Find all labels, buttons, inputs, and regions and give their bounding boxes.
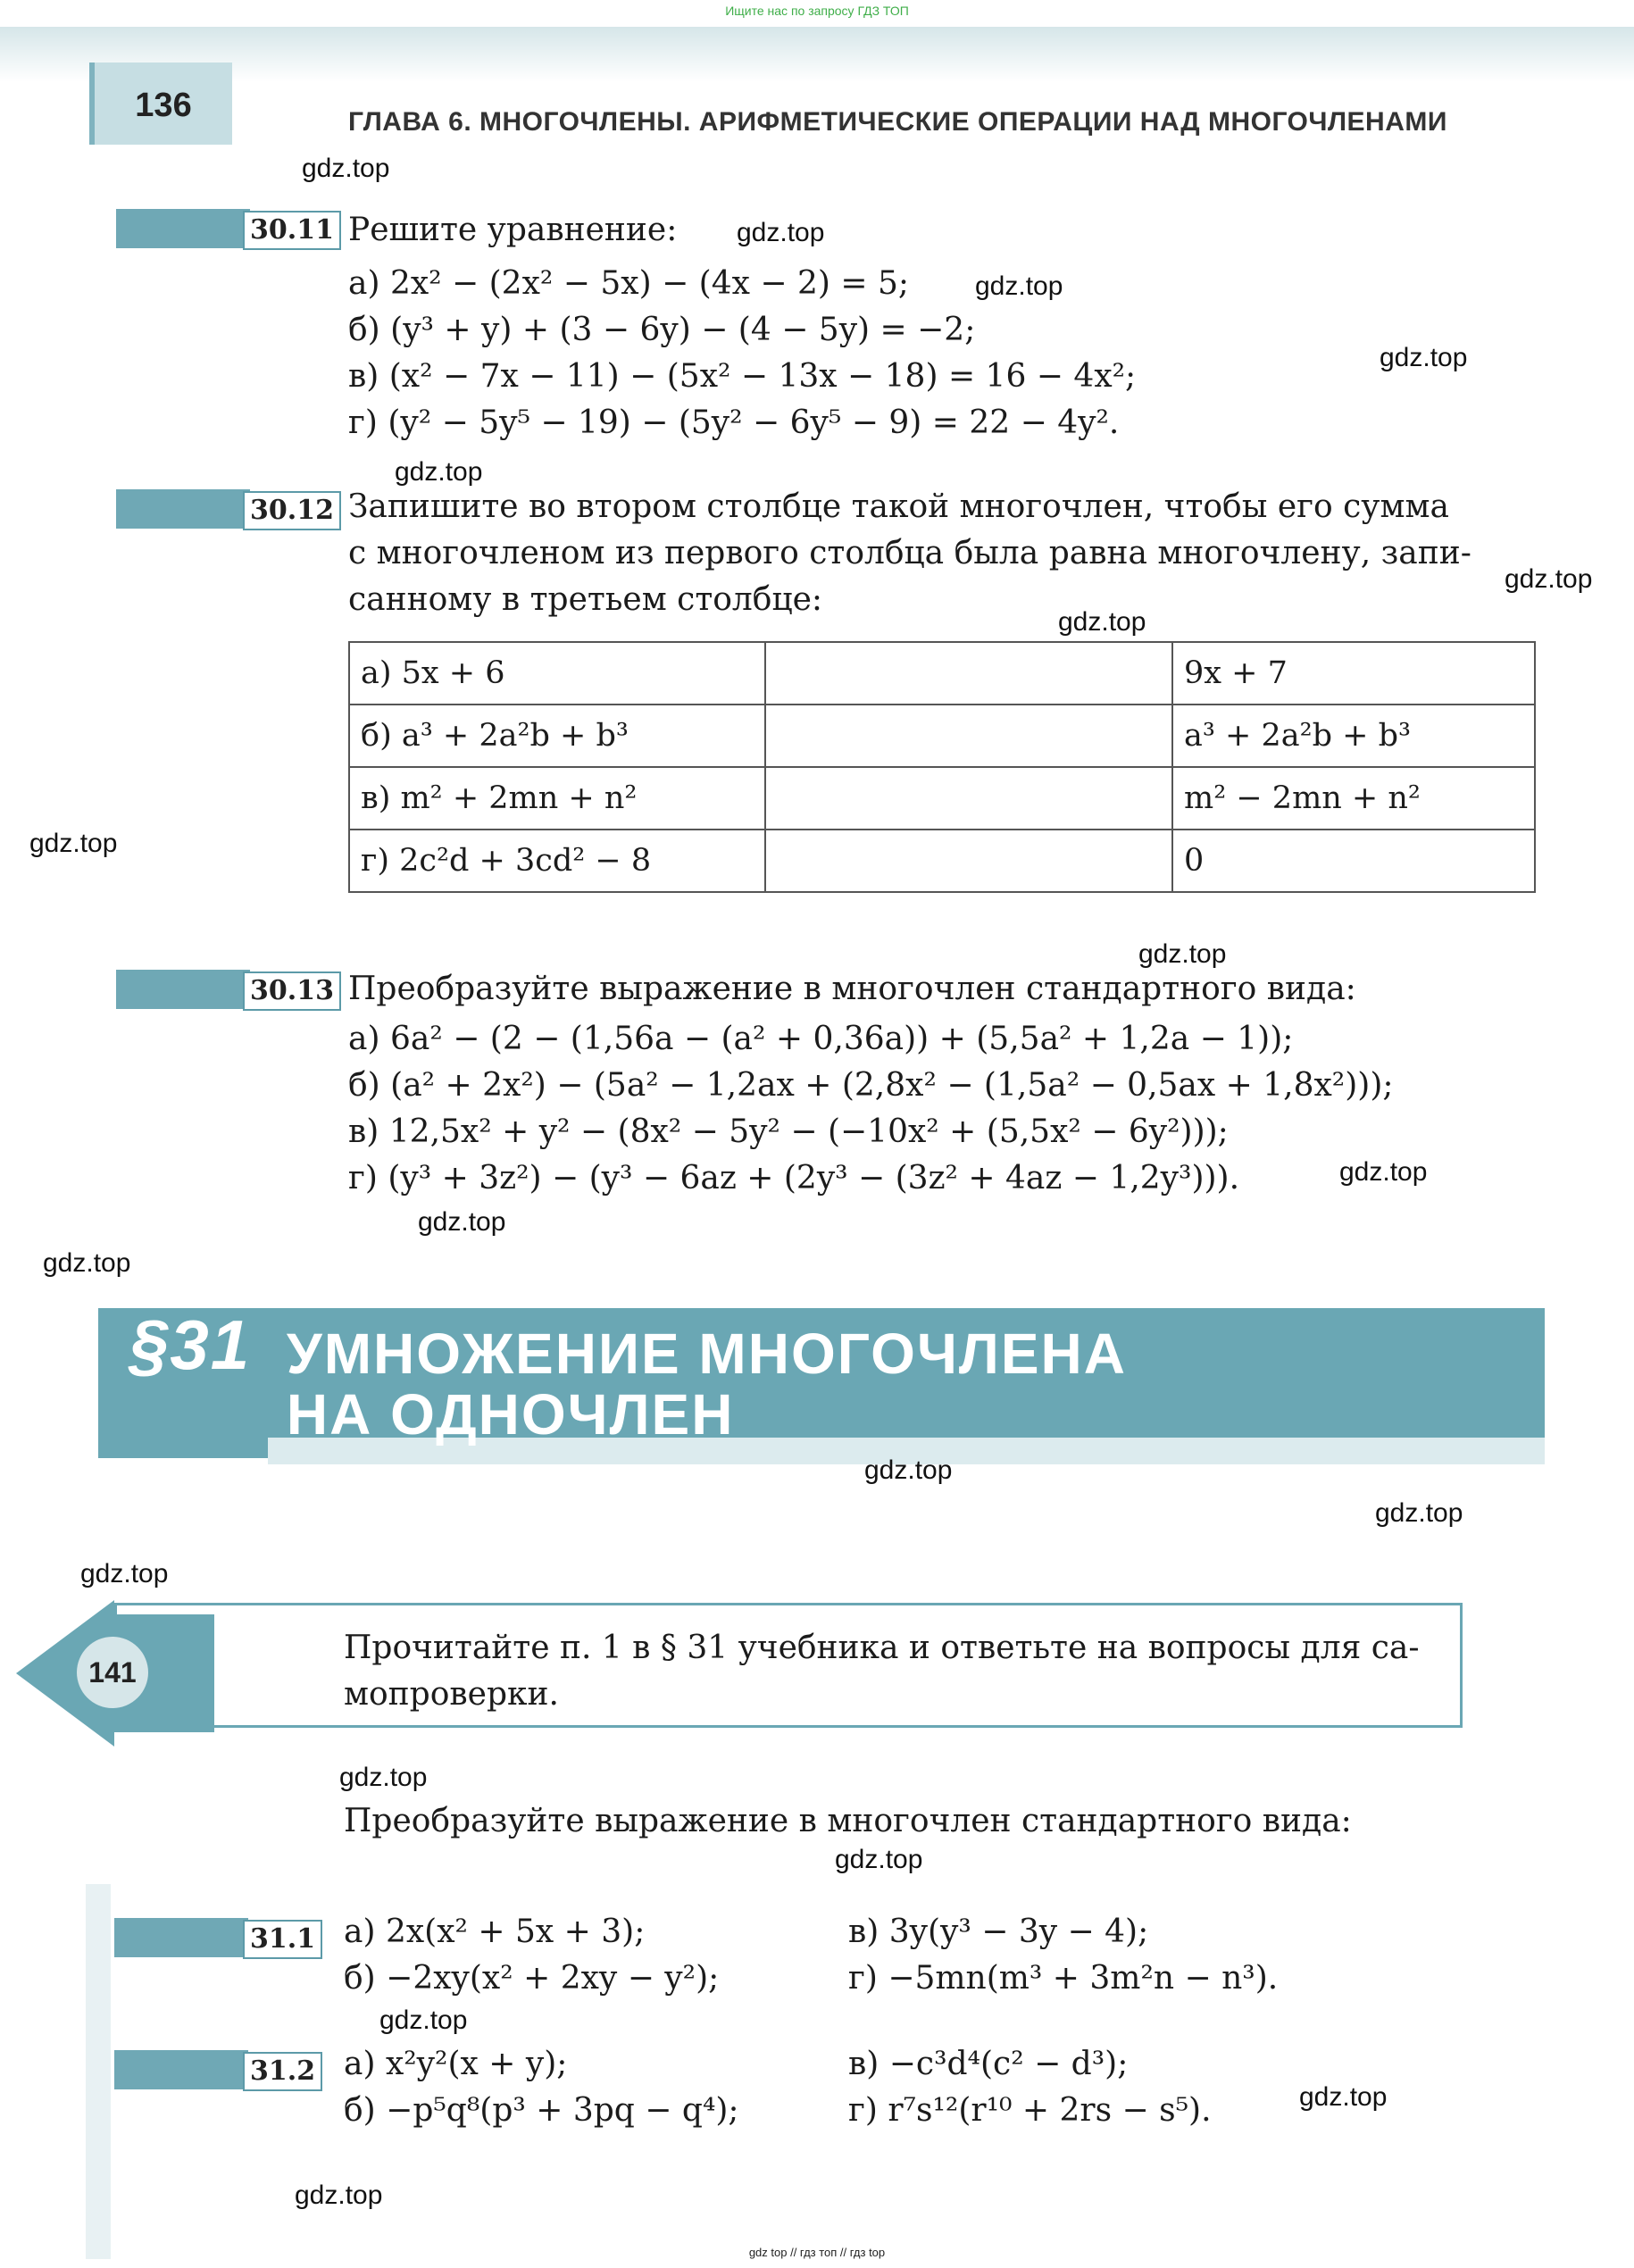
exercise-bar (114, 1918, 248, 1957)
margin-strip (86, 1884, 111, 2259)
table-cell: г) 2c²d + 3cd² − 8 (349, 830, 765, 892)
reference-text: мопроверки. (344, 1676, 559, 1713)
polynomial-table (348, 641, 1536, 893)
watermark: gdz.top (379, 2005, 468, 2035)
table-cell-blank (765, 705, 1172, 767)
watermark: gdz.top (1339, 1157, 1428, 1187)
watermark: gdz.top (864, 1455, 953, 1485)
exercise-item: в) −c³d⁴(c² − d³); (848, 2046, 1129, 2082)
table-row (349, 767, 1535, 830)
exercise-item: б) (a² + 2x²) − (5a² − 1,2ax + (2,8x² − (1,5a² − 0,5ax + 1,8x²))); (348, 1067, 1394, 1104)
table-cell-blank (765, 767, 1172, 830)
exercise-item: а) 2x² − (2x² − 5x) − (4x − 2) = 5; (348, 265, 910, 302)
intro-text: Преобразуйте выражение в многочлен стандартного вида: (344, 1803, 1352, 1839)
table-cell: 9x + 7 (1172, 642, 1535, 705)
exercise-task: Решите уравнение: (348, 212, 678, 248)
watermark: gdz.top (1058, 607, 1146, 637)
exercise-item: б) −p⁵q⁸(p³ + 3pq − q⁴); (344, 2092, 739, 2129)
watermark: gdz.top (737, 218, 825, 247)
watermark: gdz.top (80, 1559, 169, 1588)
header-band (0, 27, 1634, 82)
reference-number: 141 (77, 1637, 148, 1708)
watermark: gdz.top (1299, 2082, 1388, 2112)
watermark: gdz.top (1380, 343, 1468, 372)
table-cell: б) a³ + 2a²b + b³ (349, 705, 765, 767)
table-row (349, 830, 1535, 892)
watermark: gdz.top (1375, 1498, 1463, 1528)
watermark: gdz.top (1505, 564, 1593, 594)
exercise-item: в) (x² − 7x − 11) − (5x² − 13x − 18) = 16 − 4x²; (348, 358, 1137, 395)
table-cell-blank (765, 830, 1172, 892)
table-cell: 0 (1172, 830, 1535, 892)
watermark: gdz.top (339, 1763, 428, 1792)
watermark: gdz.top (835, 1845, 923, 1874)
watermark: gdz.top (1138, 939, 1227, 969)
exercise-bar (116, 489, 250, 529)
table-cell: a³ + 2a²b + b³ (1172, 705, 1535, 767)
chapter-title: ГЛАВА 6. МНОГОЧЛЕНЫ. АРИФМЕТИЧЕСКИЕ ОПЕРАЦИИ НАД МНОГОЧЛЕНАМИ (348, 107, 1447, 137)
section-title-line1: УМНОЖЕНИЕ МНОГОЧЛЕНА (286, 1322, 1127, 1386)
top-note: Ищите нас по запросу ГДЗ ТОП (725, 4, 909, 18)
watermark: gdz.top (395, 457, 483, 487)
watermark: gdz.top (43, 1248, 131, 1278)
exercise-bar (116, 970, 250, 1009)
table-row (349, 705, 1535, 767)
exercise-item: г) r⁷s¹²(r¹⁰ + 2rs − s⁵). (848, 2092, 1212, 2129)
watermark: gdz.top (418, 1207, 506, 1237)
page-number-tab (89, 63, 232, 145)
page-number: 136 (135, 87, 192, 124)
exercise-task: с многочленом из первого столбца была равна многочлену, запи- (348, 535, 1471, 571)
exercise-number: 31.1 (243, 1920, 322, 1959)
watermark: gdz.top (975, 271, 1063, 301)
exercise-item: б) −2xy(x² + 2xy − y²); (344, 1960, 720, 1997)
table-cell: m² − 2mn + n² (1172, 767, 1535, 830)
exercise-item: б) (y³ + y) + (3 − 6y) − (4 − 5y) = −2; (348, 312, 976, 348)
exercise-task: Запишите во втором столбце такой многочлен, чтобы его сумма (348, 488, 1449, 525)
exercise-item: г) −5mn(m³ + 3m²n − n³). (848, 1960, 1279, 1997)
reference-text: Прочитайте п. 1 в § 31 учебника и ответьте на вопросы для са- (344, 1630, 1420, 1666)
exercise-item: в) 12,5x² + y² − (8x² − 5y² − (−10x² + (5,5x² − 6y²))); (348, 1113, 1229, 1150)
table-cell: в) m² + 2mn + n² (349, 767, 765, 830)
exercise-item: г) (y³ + 3z²) − (y³ − 6az + (2y³ − (3z² + 4az − 1,2y³))). (348, 1160, 1240, 1197)
exercise-number: 30.12 (243, 491, 341, 530)
exercise-number: 31.2 (243, 2052, 322, 2091)
exercise-bar (116, 209, 250, 248)
section-sign: §31 (129, 1305, 252, 1384)
watermark: gdz.top (29, 829, 118, 858)
table-row (349, 642, 1535, 705)
table-cell-blank (765, 642, 1172, 705)
exercise-item: в) 3y(y³ − 3y − 4); (848, 1914, 1149, 1950)
exercise-item: а) x²y²(x + y); (344, 2046, 568, 2082)
exercise-task: санному в третьем столбце: (348, 581, 823, 618)
exercise-item: а) 6a² − (2 − (1,56a − (a² + 0,36a)) + (5,5a² + 1,2a − 1)); (348, 1021, 1294, 1057)
section-title-line2: НА ОДНОЧЛЕН (286, 1382, 735, 1447)
exercise-bar (114, 2050, 248, 2089)
exercise-task: Преобразуйте выражение в многочлен стандартного вида: (348, 971, 1356, 1007)
watermark: gdz.top (295, 2180, 383, 2210)
watermark: gdz.top (302, 154, 390, 183)
exercise-item: а) 2x(x² + 5x + 3); (344, 1914, 646, 1950)
section-title (129, 1305, 1127, 1447)
exercise-number: 30.11 (243, 211, 341, 250)
exercise-item: г) (y² − 5y⁵ − 19) − (5y² − 6y⁵ − 9) = 22 − 4y². (348, 404, 1120, 441)
table-cell: а) 5x + 6 (349, 642, 765, 705)
bottom-note: gdz top // гдз топ // гдз top (748, 2246, 886, 2259)
exercise-number: 30.13 (243, 971, 341, 1011)
